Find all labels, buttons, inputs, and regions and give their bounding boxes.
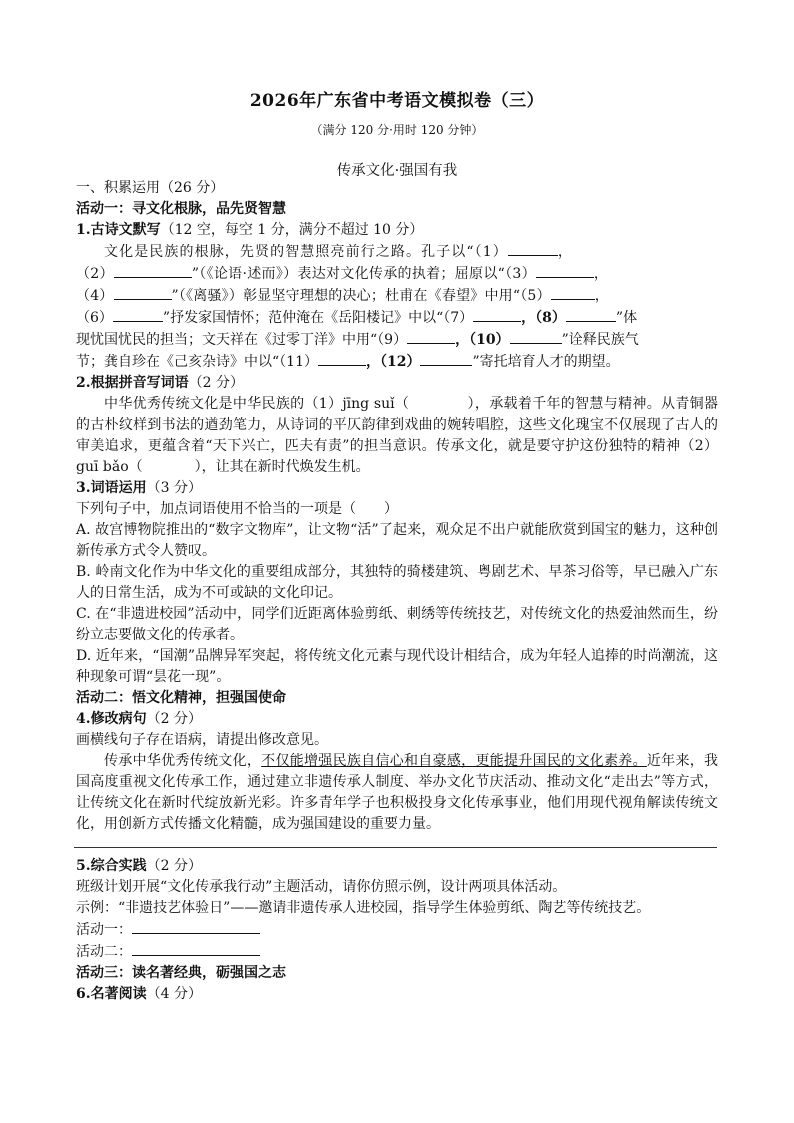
question-5-stem: 班级计划开展“文化传承我行动”主题活动，请你仿照示例，设计两项具体活动。 <box>76 879 567 895</box>
option-d: D. 近年来，“国潮”品牌异军突起，将传统文化元素与现代设计相结合，成为年轻人追捧的时尚潮流，这种现象可谓“昙花一现”。 <box>76 648 718 685</box>
exam-content <box>76 178 718 1005</box>
answer-blank[interactable] <box>132 919 260 934</box>
activity-line-1: 活动一： <box>76 919 718 941</box>
question-3-title: 3.词语运用（3 分） <box>76 480 202 496</box>
activity-heading-1: 活动一：寻文化根脉，品先贤智慧 <box>76 201 286 217</box>
question-1-line-5: 现忧国忧民的担当；文天祥在《过零丁洋》中用“（9） ，（10） ”诠释民族气 <box>76 329 718 351</box>
option-c: C. 在“非遗进校园”活动中，同学们近距离体验剪纸、刺绣等传统技艺，对传统文化的热爱油然而生，纷纷立志要做文化的传承者。 <box>76 606 718 643</box>
activity-heading-2: 活动二：悟文化精神，担强国使命 <box>76 690 286 706</box>
question-1-line-6: 节；龚自珍在《己亥杂诗》中以“（11） ，（12） ”寄托培育人才的期望。 <box>76 351 718 373</box>
question-2-passage: 中华优秀传统文化是中华民族的（1）jīng suǐ（ ），承载着千年的智慧与精神。从青铜器的古朴纹样到书法的遒劲笔力，从诗词的平仄韵律到戏曲的婉转唱腔，这些文化瑰宝不仅展现了古人的审美追求，更蕴含着“天下兴亡，匹夫有责”的担当意识。传承文化，就是要守护这份独特的精神（2）guī bǎo（ ），让其在新时代焕发生机。 <box>76 396 718 475</box>
question-1-title: 1.古诗文默写（12 空，每空 1 分，满分不超过 10 分） <box>76 222 424 238</box>
answer-blank[interactable] <box>473 307 521 322</box>
answer-blank[interactable] <box>114 285 172 300</box>
exam-info: （满分 120 分·用时 120 分钟） <box>310 123 484 137</box>
answer-blank[interactable] <box>536 263 594 278</box>
option-a: A. 故宫博物院推出的“数字文物库”，让文物“活”了起来，观众足不出户就能欣赏到国宝的魅力，这种创新传承方式令人赞叹。 <box>76 522 718 559</box>
answer-blank[interactable] <box>407 329 455 344</box>
question-5-title: 5.综合实践（2 分） <box>76 858 202 874</box>
question-6-title: 6.名著阅读（4 分） <box>76 986 202 1002</box>
question-1-line-2: （2） ”（《论语·述而》）表达对文化传承的执着；屈原以“（3） ， <box>76 263 718 285</box>
activity-line-2: 活动二： <box>76 941 718 963</box>
question-1-line-4: （6） ”抒发家国情怀；范仲淹在《岳阳楼记》中以“（7） ，（8） ”体 <box>76 307 718 329</box>
answer-blank[interactable] <box>510 329 562 344</box>
answer-blank[interactable] <box>132 941 260 956</box>
answer-blank[interactable] <box>566 307 616 322</box>
answer-blank[interactable] <box>113 307 163 322</box>
question-4-title: 4.修改病句（2 分） <box>76 711 202 727</box>
option-b: B. 岭南文化作为中华文化的重要组成部分，其独特的骑楼建筑、粤剧艺术、早茶习俗等，早已融入广东人的日常生活，成为不可或缺的文化印记。 <box>76 564 718 601</box>
activity-heading-3: 活动三：读名著经典，砺强国之志 <box>76 965 286 981</box>
answer-blank[interactable] <box>508 241 558 256</box>
answer-blank[interactable] <box>420 351 472 366</box>
answer-blank[interactable] <box>318 351 366 366</box>
section-heading: 一、积累运用（26 分） <box>76 180 225 196</box>
divider <box>74 847 717 848</box>
exam-theme: 传承文化·强国有我 <box>336 163 458 179</box>
question-1-line-3: （4） ”（《离骚》）彰显坚守理想的决心；杜甫在《春望》中用“（5） ， <box>76 285 718 307</box>
question-5-example: 示例：“非遗技艺体验日”——邀请非遗传承人进校园，指导学生体验剪纸、陶艺等传统技艺。 <box>76 900 651 916</box>
question-1-line-1: 文化是民族的根脉，先贤的智慧照亮前行之路。孔子以“（1） ， <box>76 241 718 263</box>
question-4-stem: 画横线句子存在语病，请提出修改意见。 <box>76 732 328 748</box>
page-title: 2026年广东省中考语文模拟卷（三） <box>249 91 545 111</box>
answer-blank[interactable] <box>551 285 595 300</box>
question-3-stem: 下列句子中，加点词语使用不恰当的一项是（ ） <box>76 501 398 517</box>
question-2-title: 2.根据拼音写词语（2 分） <box>76 375 244 391</box>
question-4-passage: 传承中华优秀传统文化，不仅能增强民族自信心和自豪感，更能提升国民的文化素养。近年来，我国高度重视文化传承工作，通过建立非遗传承人制度、举办文化节庆活动、推动文化“走出去”等方式，让传统文化在新时代绽放新光彩。许多青年学子也积极投身文化传承事业，他们用现代视角解读传统文化，用创新方式传播文化精髓，成为强国建设的重要力量。 <box>76 753 719 832</box>
underlined-sentence: 不仅能增强民族自信心和自豪感，更能提升国民的文化素养。 <box>261 753 647 769</box>
answer-blank[interactable] <box>114 263 192 278</box>
